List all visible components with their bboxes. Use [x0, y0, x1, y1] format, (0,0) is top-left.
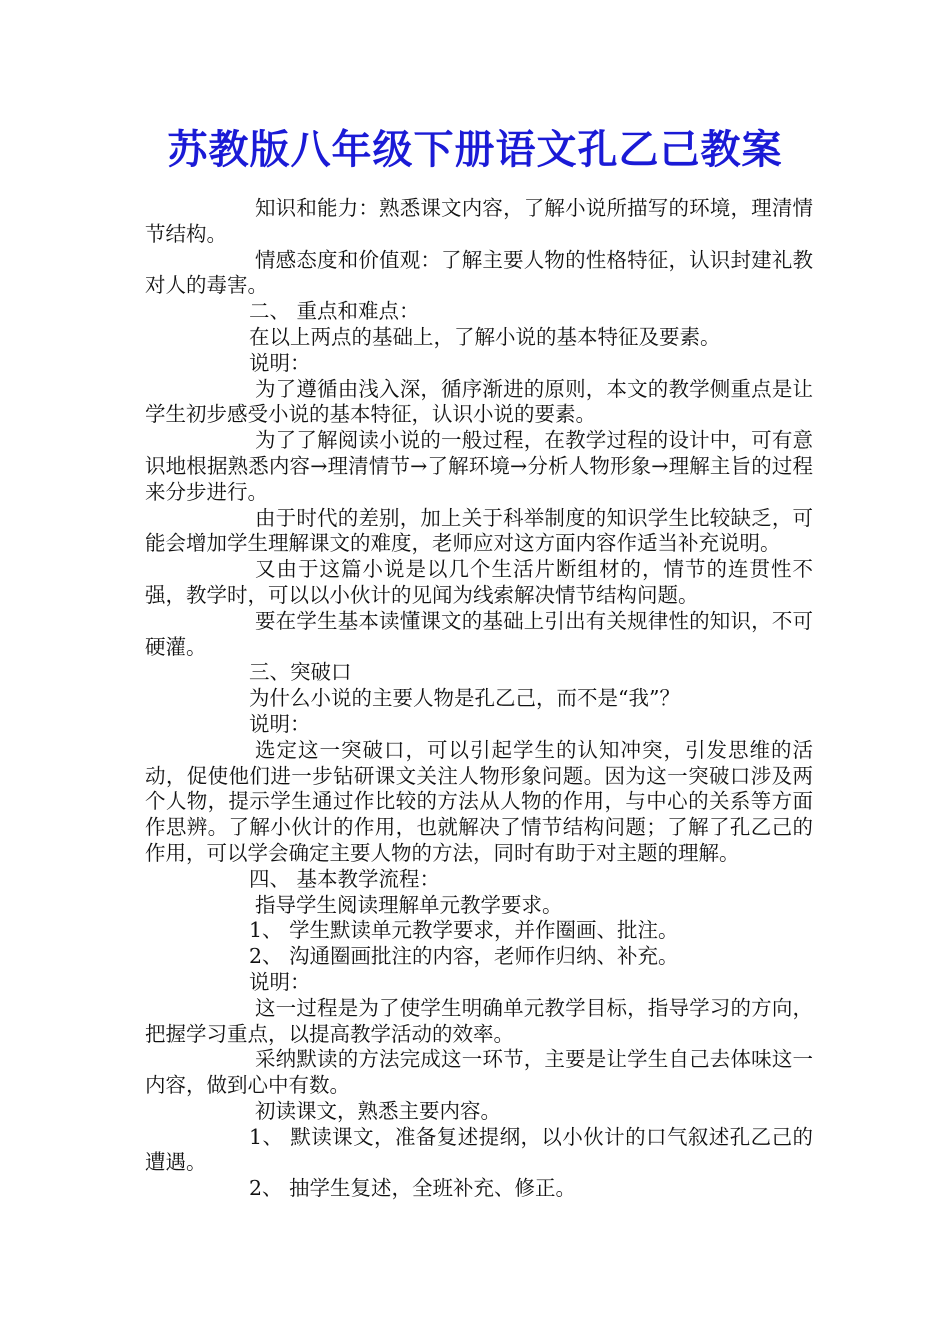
heading-teaching-flow: 四、 基本教学流程： — [249, 866, 441, 891]
heading-key-points: 二、 重点和难点： — [249, 299, 420, 324]
paragraph: 要在学生基本读懂课文的基础上引出有关规律性的知识，不可硬灌。 — [145, 608, 813, 659]
paragraph: 在以上两点的基础上，了解小说的基本特征及要素。 — [249, 324, 721, 349]
paragraph: 采纳默读的方法完成这一环节，主要是让学生自己去体味这一内容，做到心中有数。 — [145, 1047, 813, 1098]
paragraph: 为了了解阅读小说的一般过程，在教学过程的设计中，可有意识地根据熟悉内容→理清情节→了解环境→分析人物形象→理解主旨的过程来分步进行。 — [145, 428, 813, 504]
list-item: 2、 抽学生复述，全班补充、修正。 — [249, 1176, 577, 1201]
paragraph-knowledge-ability: 知识和能力：熟悉课文内容，了解小说所描写的环境，理清情节结构。 — [145, 196, 813, 246]
document-title: 苏教版八年级下册语文孔乙己教案 — [167, 127, 783, 173]
paragraph: 又由于这篇小说是以几个生活片断组材的，情节的连贯性不强，教学时，可以以小伙计的见闻为线索解决情节结构问题。 — [145, 557, 813, 607]
paragraph: 初读课文，熟悉主要内容。 — [255, 1098, 501, 1123]
paragraph: 为什么小说的主要人物是孔乙己，而不是“我”？ — [249, 686, 680, 711]
paragraph: 这一过程是为了使学生明确单元教学目标，指导学习的方向，把握学习重点，以提高教学活动的效率。 — [145, 995, 813, 1046]
paragraph-emotion-values: 情感态度和价值观：了解主要人物的性格特征，认识封建礼教对人的毒害。 — [145, 247, 813, 298]
paragraph: 选定这一突破口，可以引起学生的认知冲突，引发思维的活动，促使他们进一步钻研课文关注人物形象问题。因为这一突破口涉及两个人物，提示学生通过作比较的方法从人物的作用，与中心的关系等方面作思辨。了解小伙计的作用，也就解决了情节结构问题；了解了孔乙己的作用，可以学会确定主要人物的方法，同时有助于对主题的理解。 — [145, 737, 813, 865]
list-item: 1、 默读课文，准备复述提纲，以小伙计的口气叙述孔乙己的遭遇。 — [145, 1124, 813, 1175]
document-body — [145, 196, 813, 1202]
paragraph-note-label: 说明： — [249, 969, 311, 994]
heading-breakthrough: 三、突破口 — [249, 660, 352, 685]
list-item: 2、 沟通圈画批注的内容，老师作归纳、补充。 — [249, 944, 679, 969]
paragraph: 指导学生阅读理解单元教学要求。 — [255, 892, 563, 917]
paragraph-note-label: 说明： — [249, 711, 311, 736]
paragraph: 由于时代的差别，加上关于科举制度的知识学生比较缺乏，可能会增加学生理解课文的难度，老师应对这方面内容作适当补充说明。 — [145, 505, 813, 556]
list-item: 1、 学生默读单元教学要求，并作圈画、批注。 — [249, 918, 679, 943]
paragraph-note-label: 说明： — [249, 350, 311, 375]
paragraph: 为了遵循由浅入深，循序渐进的原则，本文的教学侧重点是让学生初步感受小说的基本特征，认识小说的要素。 — [145, 376, 813, 427]
